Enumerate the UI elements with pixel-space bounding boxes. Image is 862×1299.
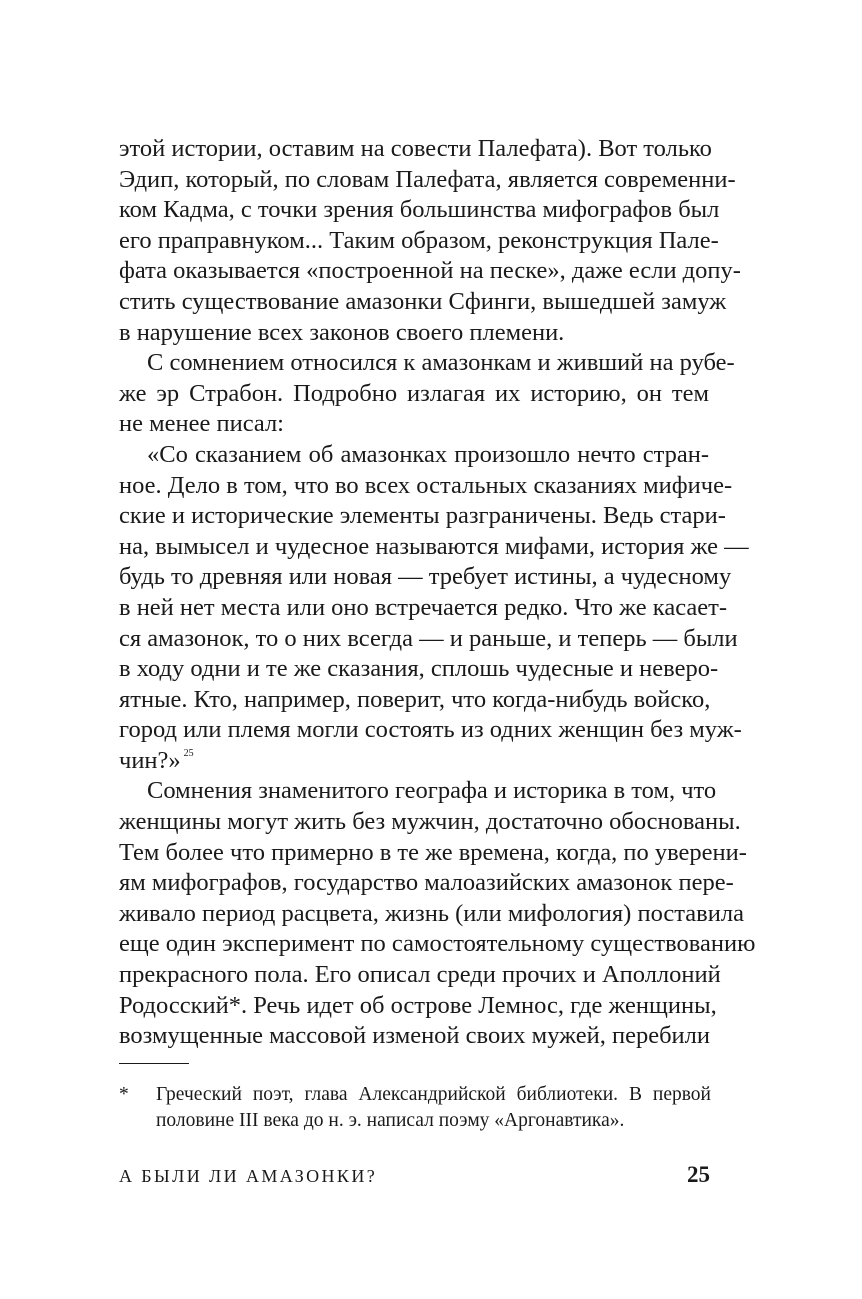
text-line: возмущенные массовой изменой своих мужей, перебили bbox=[119, 1022, 710, 1050]
text-line: ские и исторические элементы разграничены. Ведь стари- bbox=[119, 502, 726, 530]
text-line: город или племя могли состоять из одних женщин без муж- bbox=[119, 716, 742, 744]
running-title: А БЫЛИ ЛИ АМАЗОНКИ? bbox=[119, 1166, 378, 1186]
text-line: живало период расцвета, жизнь (или мифология) поставила bbox=[119, 899, 744, 927]
text-line: еще один эксперимент по самостоятельному существованию bbox=[119, 930, 756, 958]
text-line: Сомнения знаменитого географа и историка в том, что bbox=[147, 777, 717, 805]
text-line: Эдип, который, по словам Палефата, является современни- bbox=[119, 165, 736, 193]
footnote-line: половине III века до н. э. написал поэму «Аргонавтика». bbox=[156, 1110, 625, 1131]
text-line: не менее писал: bbox=[119, 410, 284, 438]
text-line: его праправнуком... Таким образом, реконструкция Пале- bbox=[119, 226, 719, 254]
text-line: в ней нет места или оно встречается редко. Что же касает- bbox=[119, 593, 727, 621]
footnote-reference[interactable]: 25 bbox=[183, 747, 194, 759]
page-number: 25 bbox=[687, 1162, 710, 1187]
text-line: фата оказывается «построенной на песке», даже если допу- bbox=[119, 257, 741, 285]
text-line: ям мифографов, государство малоазийских амазонок пере- bbox=[119, 869, 734, 897]
text-line: прекрасного пола. Его описал среди прочих и Аполлоний bbox=[119, 961, 721, 989]
text-line: ятные. Кто, например, поверит, что когда-нибудь войско, bbox=[119, 685, 711, 713]
text-line: ся амазонок, то о них всегда — и раньше, и теперь — были bbox=[119, 624, 738, 652]
text-line: в нарушение всех законов своего племени. bbox=[119, 318, 565, 346]
text-line: «Со сказанием об амазонках произошло нечто стран- bbox=[147, 440, 709, 468]
footnote-divider bbox=[119, 1063, 189, 1064]
footnote-mark: * bbox=[119, 1084, 129, 1105]
footnote-text bbox=[156, 1082, 711, 1134]
text-line: будь то древняя или новая — требует истины, а чудесному bbox=[119, 563, 732, 591]
text-line: Тем более что примерно в те же времена, когда, по уверени- bbox=[119, 838, 747, 866]
text-line: на, вымысел и чудесное называются мифами, история же — bbox=[119, 532, 749, 560]
text-line: в ходу одни и те же сказания, сплошь чудесные и неверо- bbox=[119, 655, 719, 683]
text-line: стить существование амазонки Сфинги, вышедшей замуж bbox=[119, 287, 727, 315]
quote-end-line bbox=[119, 746, 709, 777]
text-line: чин?» bbox=[119, 746, 181, 774]
text-line: этой истории, оставим на совести Палефата). Вот только bbox=[119, 135, 712, 162]
footnote bbox=[119, 1082, 711, 1134]
text-line: С сомнением относился к амазонкам и живший на рубе- bbox=[147, 349, 735, 377]
text-line: ное. Дело в том, что во всех остальных сказаниях мифиче- bbox=[119, 471, 733, 499]
footnote-line: Греческий поэт, глава Александрийской библиотеки. В первой bbox=[156, 1084, 711, 1105]
text-line: женщины могут жить без мужчин, достаточно обоснованы. bbox=[119, 808, 741, 836]
text-line: Родосский*. Речь идет об острове Лемнос, где женщины, bbox=[119, 991, 717, 1019]
text-line: ком Кадма, с точки зрения большинства мифографов был bbox=[119, 196, 720, 224]
main-text bbox=[119, 134, 756, 1052]
text-line: же эр Страбон. Подробно излагая их историю, он тем bbox=[119, 379, 709, 407]
